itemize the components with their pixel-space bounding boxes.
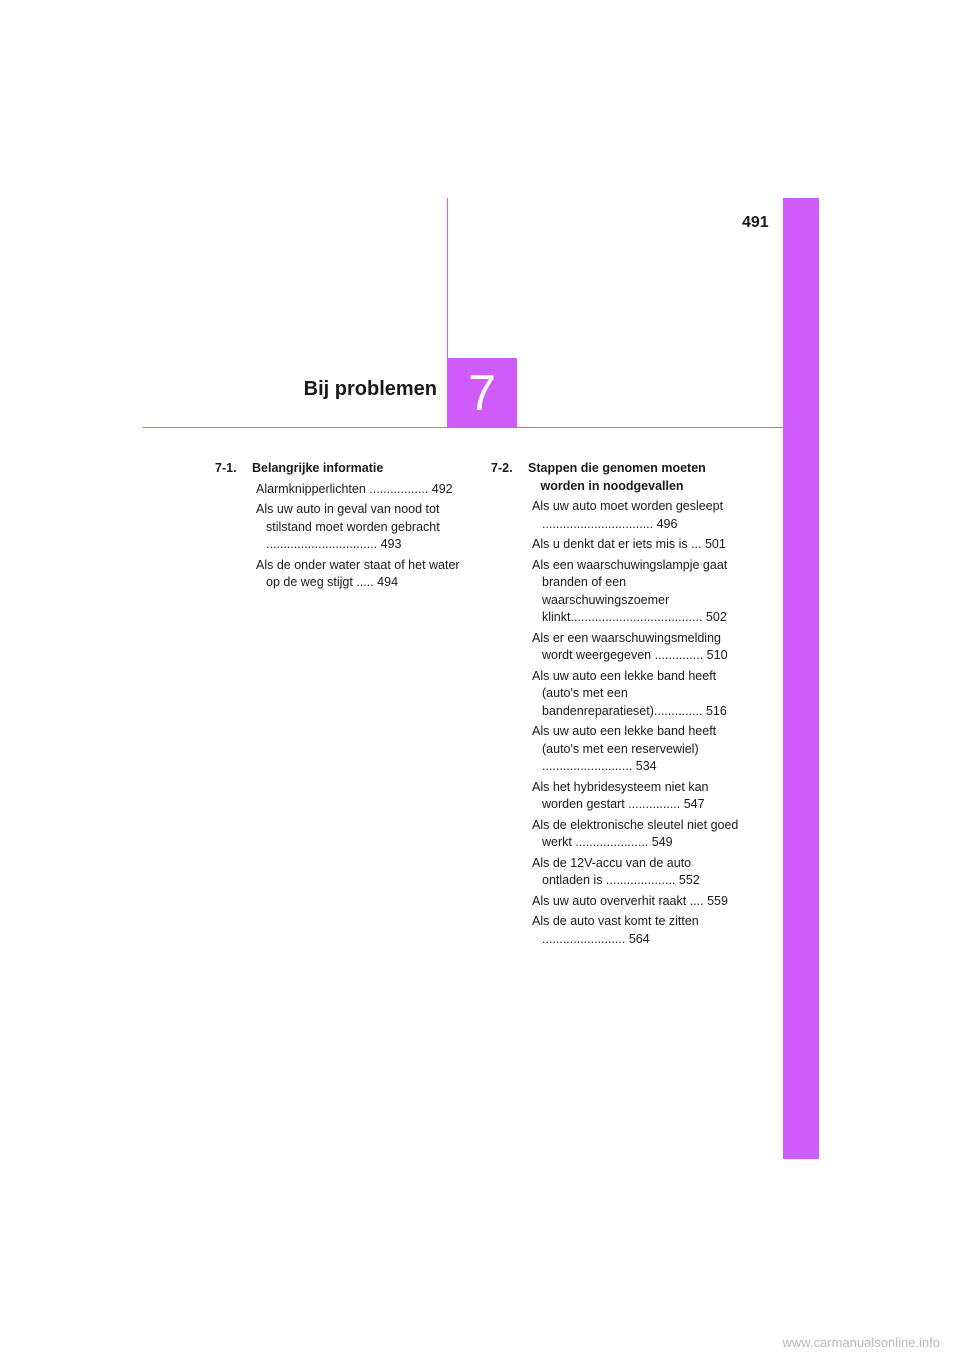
toc-entry[interactable]: Als u denkt dat er iets mis is ... 501 bbox=[532, 537, 726, 551]
footer-watermark: www.carmanualsonline.info bbox=[782, 1335, 940, 1350]
chapter-number-box bbox=[447, 358, 517, 428]
section-heading bbox=[491, 460, 739, 495]
toc-entry[interactable]: Als uw auto oververhit raakt .... 559 bbox=[532, 893, 728, 908]
toc-entry[interactable]: Als uw auto in geval van nood tot stilstand moet worden gebracht ................................ 493 bbox=[256, 502, 440, 551]
toc-entry[interactable]: Als een waarschuwingslampje gaat branden of een waarschuwingszoemer klinkt...................................... 502 bbox=[532, 557, 728, 624]
section-heading bbox=[215, 460, 467, 478]
toc-section-7-2 bbox=[491, 460, 739, 951]
toc-entry[interactable]: Als uw auto een lekke band heeft (auto's met een reservewiel) .......................... 534 bbox=[532, 724, 717, 773]
toc-entry[interactable]: Als er een waarschuwingsmelding wordt weergegeven .............. 510 bbox=[532, 630, 728, 662]
toc-entry[interactable]: Als de auto vast komt te zitten ........................ 564 bbox=[532, 914, 699, 946]
chapter-tab-bar bbox=[783, 198, 819, 1159]
chapter-title: Bij problemen bbox=[303, 378, 437, 400]
toc-entry[interactable]: Als het hybridesysteem niet kan worden gestart ............... 547 bbox=[532, 779, 709, 811]
toc-entry[interactable]: Als de 12V-accu van de auto ontladen is .................... 552 bbox=[532, 855, 700, 887]
section-title: Stappen die genomen moeten worden in noodgevallen bbox=[528, 461, 706, 493]
section-title: Belangrijke informatie bbox=[252, 461, 384, 475]
toc-entry[interactable]: Als uw auto een lekke band heeft (auto's met een bandenreparatieset).............. 516 bbox=[532, 668, 727, 718]
toc-entry[interactable]: Als uw auto moet worden gesleept ................................ 496 bbox=[532, 499, 724, 531]
toc-entries bbox=[256, 481, 467, 592]
section-number: 7-2. bbox=[491, 461, 513, 475]
section-number: 7-1. bbox=[215, 461, 237, 475]
toc-entry[interactable]: Als de elektronische sleutel niet goed werkt ..................... 549 bbox=[532, 817, 739, 849]
chapter-number: 7 bbox=[468, 365, 496, 421]
page-number: 491 bbox=[742, 214, 769, 231]
toc-entry[interactable]: Als de onder water staat of het water op de weg stijgt ..... 494 bbox=[256, 557, 460, 589]
toc-entry[interactable]: Alarmknipperlichten ................. 492 bbox=[256, 481, 453, 496]
toc-entries bbox=[532, 498, 739, 948]
toc-section-7-1 bbox=[215, 460, 467, 595]
